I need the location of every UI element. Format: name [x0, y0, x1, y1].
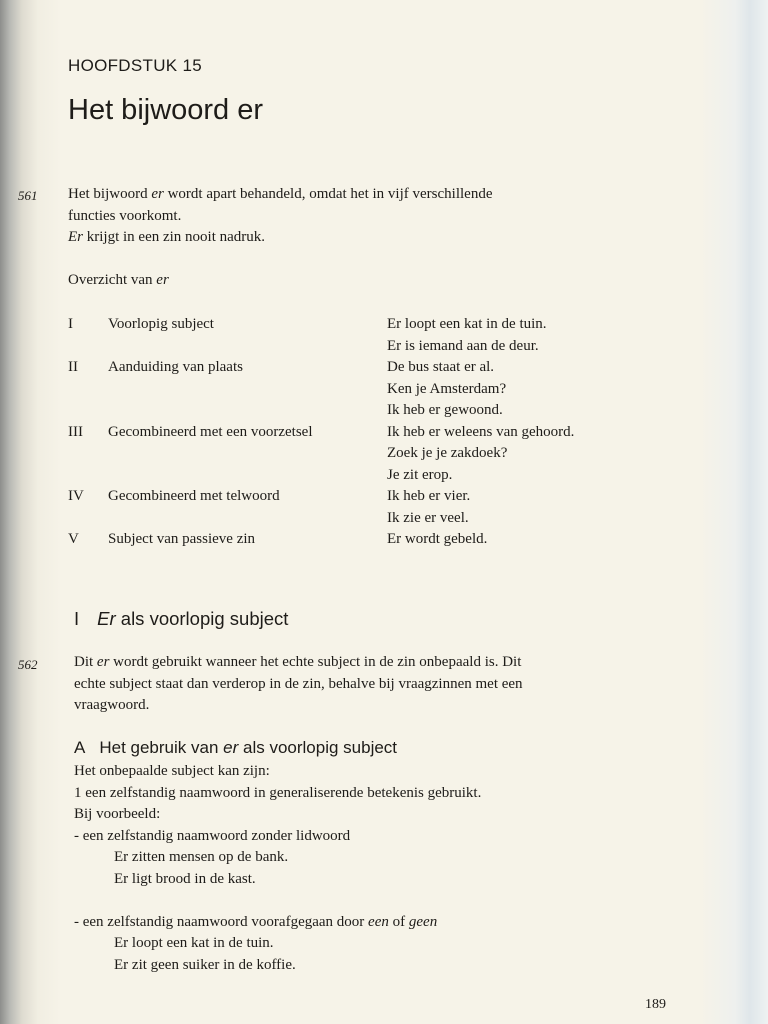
- overview-row: [68, 357, 708, 422]
- example-sentence: Er ligt brood in de kast.: [114, 870, 256, 887]
- paragraph-561-line1: Het bijwoord er wordt apart behandeld, omdat het in vijf verschillende: [68, 186, 493, 202]
- paragraph-561-line3: Er krijgt in een zin nooit nadruk.: [68, 229, 266, 245]
- overview-row: [68, 529, 708, 551]
- overview-row-examples: [387, 529, 487, 551]
- example-sentence: Er zit geen suiker in de koffie.: [114, 956, 296, 973]
- overview-row-examples: [387, 422, 574, 487]
- paragraph-561-line2: functies voorkomt.: [68, 207, 182, 224]
- subsection-body: [74, 761, 481, 976]
- example-sentence: Er loopt een kat in de tuin.: [387, 316, 547, 332]
- overview-row-examples: [387, 357, 506, 422]
- overview-row-number: IV: [68, 488, 84, 504]
- margin-number-561: 561: [18, 188, 38, 203]
- overview-row-number: I: [68, 316, 73, 332]
- overview-row: [68, 486, 708, 529]
- margin-number-562: 562: [18, 657, 38, 672]
- overview-row-examples: [387, 486, 470, 529]
- overview-row: [68, 422, 708, 487]
- overview-heading: Overzicht van er: [68, 272, 169, 288]
- page-title: Het bijwoord er: [68, 94, 264, 126]
- overview-row-label: Subject van passieve zin: [108, 531, 256, 547]
- bullet-item: - een zelfstandig naamwoord voorafgegaan door een of geen: [74, 913, 438, 930]
- overview-row: [68, 314, 708, 357]
- overview-row-examples: [387, 314, 547, 357]
- page-number: 189: [645, 997, 666, 1012]
- overview-row-label: Voorlopig subject: [108, 316, 214, 332]
- overview-row-number: II: [68, 359, 78, 375]
- overview-table: [68, 314, 708, 551]
- chapter-heading: HOOFDSTUK 15: [68, 56, 202, 75]
- bullet-item: - een zelfstandig naamwoord zonder lidwoord: [74, 827, 351, 844]
- example-sentence: Er wordt gebeld.: [387, 531, 488, 547]
- example-sentence: Ken je Amsterdam?: [387, 380, 507, 397]
- example-sentence: De bus staat er al.: [387, 359, 495, 375]
- example-sentence: Er loopt een kat in de tuin.: [114, 935, 274, 951]
- example-sentence: Ik heb er vier.: [387, 488, 471, 504]
- example-sentence: Ik heb er gewoond.: [387, 402, 503, 418]
- overview-row-label: Gecombineerd met een voorzetsel: [108, 423, 313, 440]
- example-sentence: Ik heb er weleens van gehoord.: [387, 423, 575, 440]
- section-heading: I Er als voorlopig subject: [74, 608, 289, 629]
- example-intro: Bij voorbeeld:: [74, 806, 161, 822]
- overview-row-number: V: [68, 531, 79, 547]
- paragraph-562-line3: vraagwoord.: [74, 697, 150, 713]
- overview-row-label: Gecombineerd met telwoord: [108, 488, 280, 504]
- paragraph-561: [68, 184, 492, 249]
- overview-row-label: Aanduiding van plaats: [108, 359, 243, 375]
- example-sentence: Zoek je je zakdoek?: [387, 445, 508, 461]
- subsection-intro: Het onbepaalde subject kan zijn:: [74, 763, 270, 779]
- example-sentence: Er zitten mensen op de bank.: [114, 849, 289, 865]
- paragraph-562-line2: echte subject staat dan verderop in de zin, behalve bij vraagzinnen met een: [74, 675, 523, 692]
- example-sentence: Je zit erop.: [387, 466, 453, 483]
- example-sentence: Er is iemand aan de deur.: [387, 337, 539, 354]
- overview-row-number: III: [68, 423, 83, 440]
- point-1: 1 een zelfstandig naamwoord in generaliserende betekenis gebruikt.: [74, 784, 482, 801]
- example-sentence: Ik zie er veel.: [387, 509, 469, 526]
- paragraph-562-line1: Dit er wordt gebruikt wanneer het echte subject in de zin onbepaald is. Dit: [74, 654, 522, 670]
- subsection-heading: A Het gebruik van er als voorlopig subject: [74, 738, 398, 757]
- paragraph-562: [74, 652, 523, 717]
